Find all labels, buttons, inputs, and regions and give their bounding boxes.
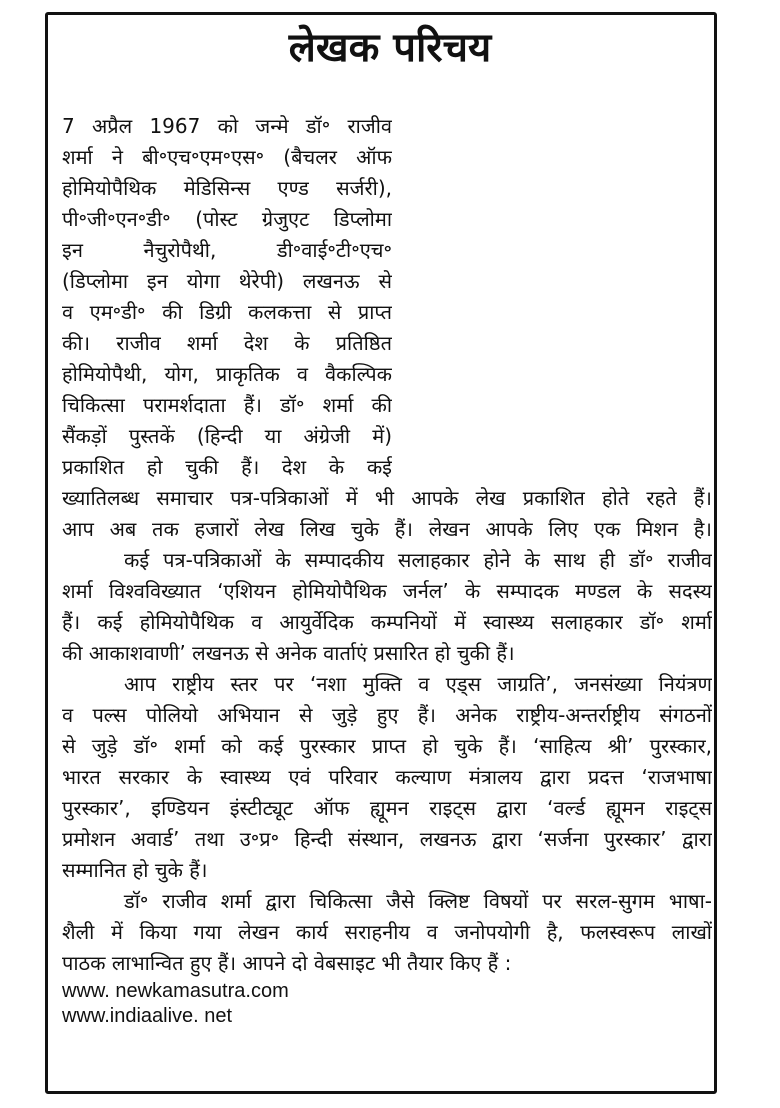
paragraph-1-line: 7 अप्रैल 1967 को जन्मे डॉ॰ राजीव — [62, 114, 392, 138]
paragraph-1-line: की। राजीव शर्मा देश के प्रतिष्ठित — [62, 331, 392, 355]
paragraph-3-line: से जुड़े डॉ॰ शर्मा को कई पुरस्कार प्राप्त हो चुके हैं। ‘साहित्य श्री’ पुरस्कार, — [62, 734, 712, 758]
paragraph-1-line: चिकित्सा परामर्शदाता हैं। डॉ॰ शर्मा की — [62, 393, 392, 417]
paragraph-3-line: सम्मानित हो चुके हैं। — [62, 858, 208, 882]
website-url: www.indiaalive. net — [62, 1005, 233, 1027]
paragraph-1-line: होमियोपैथिक मेडिसिन्स एण्ड सर्जरी), — [62, 176, 392, 200]
paragraph-2-line: हैं। कई होमियोपैथिक व आयुर्वेदिक कम्पनियों में स्वास्थ्य सलाहकार डॉ॰ शर्मा — [62, 610, 712, 634]
paragraph-4-line: डॉ॰ राजीव शर्मा द्वारा चिकित्सा जैसे क्लिष्ट विषयों पर सरल-सुगम भाषा- — [124, 889, 712, 913]
paragraph-1-line: व एम॰डी॰ की डिग्री कलकत्ता से प्राप्त — [62, 300, 392, 324]
paragraph-1-line: आप अब तक हजारों लेख लिख चुके हैं। लेखन आपके लिए एक मिशन है। — [62, 517, 712, 541]
paragraph-4-line: पाठक लाभान्वित हुए हैं। आपने दो वेबसाइट भी तैयार किए हैं : — [62, 951, 512, 975]
paragraph-3-line: व पल्स पोलियो अभियान से जुड़े हुए हैं। अनेक राष्ट्रीय-अन्तर्राष्ट्रीय संगठनों — [62, 703, 712, 727]
paragraph-3-line: भारत सरकार के स्वास्थ्य एवं परिवार कल्याण मंत्रालय द्वारा प्रदत्त ‘राजभाषा — [62, 765, 712, 789]
paragraph-1-line: इन नैचुरोपैथी, डी॰वाई॰टी॰एच॰ — [62, 238, 392, 262]
paragraph-1-line: ख्यातिलब्ध समाचार पत्र-पत्रिकाओं में भी आपके लेख प्रकाशित होते रहते हैं। — [62, 486, 712, 510]
paragraph-1-line: होमियोपैथी, योग, प्राकृतिक व वैकल्पिक — [62, 362, 392, 386]
paragraph-1-line: सैंकड़ों पुस्तकें (हिन्दी या अंग्रेजी में) — [62, 424, 392, 448]
paragraph-2-line: शर्मा विश्वविख्यात ‘एशियन होमियोपैथिक जर्नल’ के सम्पादक मण्डल के सदस्य — [62, 579, 712, 603]
page-title: लेखक परिचय — [288, 25, 492, 71]
paragraph-3-line: आप राष्ट्रीय स्तर पर ‘नशा मुक्ति व एड्स जाग्रति’, जनसंख्या नियंत्रण — [124, 672, 712, 696]
paragraph-1-line: शर्मा ने बी॰एच॰एम॰एस॰ (बैचलर ऑफ — [62, 145, 392, 169]
paragraph-2-line: कई पत्र-पत्रिकाओं के सम्पादकीय सलाहकार होने के साथ ही डॉ॰ राजीव — [124, 548, 712, 572]
paragraph-3-line: पुरस्कार’, इण्डियन इंस्टीट्यूट ऑफ ह्यूमन राइट्स द्वारा ‘वर्ल्ड ह्यूमन राइट्स — [62, 796, 712, 820]
paragraph-3-line: प्रमोशन अवार्ड’ तथा उ॰प्र॰ हिन्दी संस्थान, लखनऊ द्वारा ‘सर्जना पुरस्कार’ द्वारा — [62, 827, 712, 851]
paragraph-1-line: (डिप्लोमा इन योगा थेरेपी) लखनऊ से — [62, 269, 392, 293]
website-url: www. newkamasutra.com — [62, 980, 289, 1002]
paragraph-2-line: की आकाशवाणी’ लखनऊ से अनेक वार्ताएं प्रसारित हो चुकी हैं। — [62, 641, 515, 665]
paragraph-1-line: पी॰जी॰एन॰डी॰ (पोस्ट ग्रेजुएट डिप्लोमा — [62, 207, 392, 231]
paragraph-1-line: प्रकाशित हो चुकी हैं। देश के कई — [62, 455, 392, 479]
author-bio-text — [62, 111, 712, 1029]
paragraph-4-line: शैली में किया गया लेखन कार्य सराहनीय व जनोपयोगी है, फलस्वरूप लाखों — [62, 920, 712, 944]
